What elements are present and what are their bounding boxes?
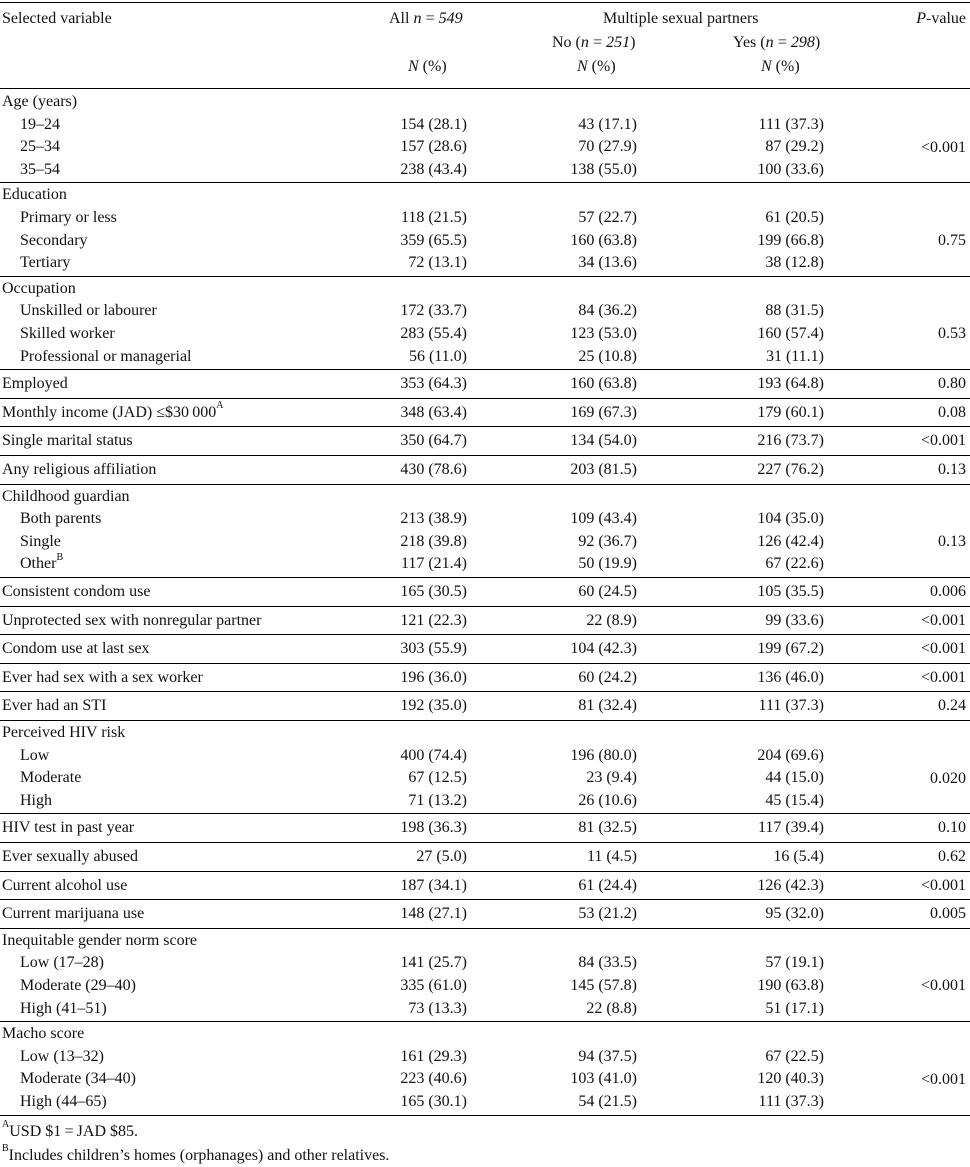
pvalue-row <box>0 768 970 790</box>
cell-pvalue: 0.62 <box>938 848 966 865</box>
table-row <box>0 695 970 717</box>
cell-all: 353 (64.3) <box>400 375 467 393</box>
row-label <box>2 402 223 424</box>
row-rule <box>0 577 970 578</box>
cell-all: 27 (5.0) <box>416 848 467 865</box>
table-row <box>0 638 970 660</box>
cell-pvalue: 0.10 <box>938 819 966 837</box>
table-row <box>0 846 970 868</box>
cell-yes: 95 (32.0) <box>765 905 824 923</box>
header-rule <box>0 88 970 89</box>
cell-yes: 61 (20.5) <box>765 209 824 226</box>
n-italic: N <box>408 58 419 75</box>
header-n-pct-no <box>577 56 616 78</box>
row-label-text: Consistent condom use <box>2 583 151 600</box>
row-sublabel <box>20 252 70 274</box>
cell-no: 26 (10.6) <box>578 791 637 809</box>
cell-yes: 57 (19.1) <box>765 954 824 972</box>
row-sublabel <box>20 553 63 575</box>
cell-all: 187 (34.1) <box>400 876 467 894</box>
pvalue-row <box>0 975 970 997</box>
header-no-n: n = 251 <box>580 34 631 51</box>
row-label <box>2 459 156 481</box>
cell-no: 203 (81.5) <box>570 461 637 478</box>
pvalue-row <box>0 323 970 345</box>
cell-no: 22 (8.9) <box>586 611 637 629</box>
cell-yes: 126 (42.4) <box>757 532 824 550</box>
table-row <box>0 553 970 575</box>
cell-all: 223 (40.6) <box>400 1070 467 1088</box>
cell-all: 348 (63.4) <box>400 403 467 421</box>
cell-no: 60 (24.2) <box>578 668 637 686</box>
row-label-text: Current marijuana use <box>2 905 145 923</box>
cell-all: 73 (13.3) <box>408 999 467 1017</box>
row-rule <box>0 276 970 277</box>
header-no-label: No ( <box>552 34 581 51</box>
row-sublabel <box>20 207 117 229</box>
pvalue-row <box>0 230 970 252</box>
row-rule <box>0 1115 970 1116</box>
table-row <box>0 184 970 206</box>
cell-all: 67 (12.5) <box>408 769 467 787</box>
header-selected-variable: Selected variable <box>2 10 112 27</box>
footnote <box>2 1121 138 1143</box>
row-label-text: Unskilled or labourer <box>20 302 157 320</box>
cell-no: 25 (10.8) <box>578 347 637 365</box>
cell-all: 238 (43.4) <box>400 160 467 178</box>
row-label-text: Single <box>20 532 61 550</box>
row-label-text: High (41–51) <box>20 999 107 1017</box>
header-all-n: n = 549 <box>413 10 463 27</box>
cell-no: 160 (63.8) <box>570 375 637 393</box>
pvalue-row <box>0 137 970 159</box>
row-label-text: Occupation <box>2 279 76 297</box>
header-yes-label: Yes ( <box>733 34 766 51</box>
table-row <box>0 817 970 839</box>
cell-no: 134 (54.0) <box>570 432 637 450</box>
header-pvalue <box>916 8 966 30</box>
row-label-text: Tertiary <box>20 254 71 272</box>
row-sublabel <box>20 1046 104 1068</box>
table-row <box>0 402 970 424</box>
cell-no: 81 (32.5) <box>578 819 637 837</box>
cell-pvalue: <0.001 <box>920 138 966 156</box>
cell-no: 34 (13.6) <box>578 254 637 272</box>
cell-yes: 99 (33.6) <box>765 611 824 629</box>
cell-yes: 44 (15.0) <box>765 769 824 787</box>
cell-all: 350 (64.7) <box>400 432 467 450</box>
cell-pvalue: <0.001 <box>920 611 966 629</box>
pct-label: (%) <box>587 58 616 75</box>
row-rule <box>0 455 970 456</box>
header-n-pct-yes <box>761 56 800 78</box>
cell-no: 57 (22.7) <box>578 209 637 226</box>
row-rule <box>0 398 970 399</box>
cell-no: 196 (80.0) <box>570 746 637 764</box>
row-label-text: 25–34 <box>20 138 60 156</box>
row-label-text: Low (13–32) <box>20 1047 104 1065</box>
row-label-text: Inequitable gender norm score <box>2 931 198 949</box>
cell-no: 103 (41.0) <box>570 1070 637 1088</box>
row-label-text: Employed <box>2 375 68 393</box>
row-rule <box>0 871 970 872</box>
row-sublabel <box>20 952 104 974</box>
footnote-mark: B <box>2 1143 9 1155</box>
cell-all: 161 (29.3) <box>400 1047 467 1065</box>
row-sublabel <box>20 346 192 368</box>
row-label-text: Education <box>2 186 67 204</box>
row-label <box>2 930 197 952</box>
cell-no: 50 (19.9) <box>578 555 637 573</box>
table-row <box>0 346 970 368</box>
cell-all: 117 (21.4) <box>400 555 467 573</box>
row-label-text: High <box>20 791 52 809</box>
footnote-mark: B <box>56 552 64 564</box>
cell-no: 123 (53.0) <box>570 325 637 342</box>
cell-all: 283 (55.4) <box>400 325 467 342</box>
cell-yes: 117 (39.4) <box>757 819 824 837</box>
table-row <box>0 459 970 481</box>
table-row <box>0 1023 970 1045</box>
row-label <box>2 903 144 925</box>
cell-no: 61 (24.4) <box>578 876 637 894</box>
cell-no: 84 (33.5) <box>578 954 637 972</box>
row-label-text: Single marital status <box>2 432 133 450</box>
pct-label: (%) <box>771 58 800 75</box>
row-label-text: High (44–65) <box>20 1093 107 1110</box>
cell-all: 121 (22.3) <box>400 611 467 629</box>
header-no <box>552 32 635 54</box>
row-label-text: Any religious affiliation <box>2 461 157 478</box>
cell-all: 172 (33.7) <box>400 302 467 320</box>
cell-no: 70 (27.9) <box>578 138 637 156</box>
cell-yes: 199 (66.8) <box>757 231 824 249</box>
top-rule <box>0 2 970 3</box>
table-row <box>0 903 970 925</box>
row-label <box>2 486 130 508</box>
cell-yes: 216 (73.7) <box>757 432 824 450</box>
table-row <box>0 508 970 530</box>
row-label <box>2 1023 84 1045</box>
row-rule <box>0 369 970 370</box>
cell-yes: 45 (15.4) <box>765 791 824 809</box>
cell-no: 92 (36.7) <box>578 532 637 550</box>
pvalue-row <box>0 1069 970 1091</box>
row-label-text: Moderate <box>20 769 82 787</box>
cell-yes: 227 (76.2) <box>757 461 824 478</box>
cell-no: 84 (36.2) <box>578 302 637 320</box>
cell-pvalue: 0.020 <box>930 769 966 787</box>
cell-no: 169 (67.3) <box>570 403 637 421</box>
cell-pvalue: 0.13 <box>938 461 966 478</box>
header-yes-n: n = 298 <box>765 34 815 51</box>
cell-yes: 31 (11.1) <box>765 347 824 365</box>
table-row <box>0 430 970 452</box>
table-row <box>0 373 970 395</box>
table-row <box>0 952 970 974</box>
row-sublabel <box>20 745 49 767</box>
cell-yes: 111 (37.3) <box>758 115 824 133</box>
row-sublabel <box>20 998 107 1020</box>
row-rule <box>0 484 970 485</box>
row-label-text: Moderate (29–40) <box>20 977 136 994</box>
row-label <box>2 667 203 689</box>
cell-yes: 160 (57.4) <box>757 325 824 342</box>
row-label-text: Professional or managerial <box>20 347 192 365</box>
footnote-mark: A <box>2 1119 10 1131</box>
row-label <box>2 91 77 113</box>
row-label-text: Monthly income (JAD) ≤$30 000 <box>2 403 217 421</box>
cell-yes: 193 (64.8) <box>757 375 824 393</box>
cell-no: 43 (17.1) <box>578 115 637 133</box>
table-row <box>0 745 970 767</box>
cell-no: 145 (57.8) <box>570 977 637 994</box>
row-rule <box>0 663 970 664</box>
cell-no: 22 (8.8) <box>586 999 637 1017</box>
cell-no: 94 (37.5) <box>578 1047 637 1065</box>
row-rule <box>0 928 970 929</box>
cell-all: 218 (39.8) <box>400 532 467 550</box>
cell-yes: 199 (67.2) <box>757 640 824 658</box>
row-rule <box>0 691 970 692</box>
header-no-close: ) <box>630 34 636 51</box>
row-label-text: Low (17–28) <box>20 954 104 972</box>
cell-pvalue: 0.80 <box>938 375 966 393</box>
cell-all: 430 (78.6) <box>400 461 467 478</box>
cell-no: 60 (24.5) <box>578 583 637 600</box>
cell-all: 165 (30.1) <box>400 1093 467 1110</box>
row-label-text: Both parents <box>20 510 102 528</box>
table-row <box>0 667 970 689</box>
row-label-text: Age (years) <box>2 93 78 110</box>
row-sublabel <box>20 508 101 530</box>
cell-yes: 67 (22.6) <box>765 555 824 573</box>
table-row <box>0 300 970 322</box>
row-label <box>2 278 76 300</box>
table-row <box>0 159 970 181</box>
row-label <box>2 695 106 717</box>
cell-pvalue: 0.75 <box>938 231 966 249</box>
header-yes <box>733 32 820 54</box>
cell-pvalue: <0.001 <box>920 668 966 686</box>
row-label <box>2 581 150 603</box>
cell-yes: 120 (40.3) <box>757 1070 824 1088</box>
cell-pvalue: <0.001 <box>920 640 966 658</box>
row-label-text: HIV test in past year <box>2 819 135 837</box>
row-label <box>2 817 134 839</box>
cell-yes: 87 (29.2) <box>765 138 824 156</box>
row-sublabel <box>20 159 60 181</box>
header-multiple-partners: Multiple sexual partners <box>603 10 759 27</box>
cell-no: 54 (21.5) <box>578 1093 637 1110</box>
cell-pvalue: <0.001 <box>920 876 966 894</box>
cell-pvalue: 0.13 <box>938 533 966 551</box>
cell-yes: 105 (35.5) <box>757 583 824 600</box>
cell-no: 104 (42.3) <box>570 640 637 658</box>
row-label-text: Condom use at last sex <box>2 640 150 658</box>
cell-all: 141 (25.7) <box>400 954 467 972</box>
row-label <box>2 184 67 206</box>
row-label-text: Secondary <box>20 231 88 249</box>
table-row <box>0 722 970 744</box>
row-label <box>2 846 138 868</box>
table-row <box>0 998 970 1020</box>
cell-yes: 100 (33.6) <box>757 160 824 178</box>
pvalue-row <box>0 531 970 553</box>
table-row <box>0 1046 970 1068</box>
row-rule <box>0 720 970 721</box>
row-label <box>2 722 125 744</box>
table-row <box>0 581 970 603</box>
row-sublabel <box>20 1091 107 1113</box>
row-rule <box>0 426 970 427</box>
cell-all: 192 (35.0) <box>400 697 467 715</box>
cell-all: 72 (13.1) <box>408 254 467 272</box>
row-label-text: 19–24 <box>20 115 60 133</box>
cell-no: 11 (4.5) <box>586 848 637 865</box>
row-label-text: Ever had an STI <box>2 697 107 715</box>
row-rule <box>0 899 970 900</box>
cell-yes: 111 (37.3) <box>758 697 824 715</box>
row-rule <box>0 842 970 843</box>
row-sublabel <box>20 300 157 322</box>
cell-yes: 51 (17.1) <box>765 999 824 1017</box>
cell-all: 148 (27.1) <box>400 905 467 923</box>
header-all-label: All <box>389 10 410 27</box>
table-row <box>0 278 970 300</box>
cell-yes: 204 (69.6) <box>757 746 824 764</box>
footnote-text: Includes children’s homes (orphanages) and other relatives. <box>8 1146 390 1164</box>
cell-all: 400 (74.4) <box>400 746 467 764</box>
table-row <box>0 610 970 632</box>
cell-all: 359 (65.5) <box>400 231 467 249</box>
cell-yes: 136 (46.0) <box>757 668 824 686</box>
cell-all: 165 (30.5) <box>400 583 467 600</box>
row-rule <box>0 634 970 635</box>
header-pvalue-p: P <box>916 10 927 27</box>
cell-all: 71 (13.2) <box>408 791 467 809</box>
row-label-text: Unprotected sex with nonregular partner <box>2 611 262 629</box>
row-rule <box>0 182 970 183</box>
cell-all: 335 (61.0) <box>400 977 467 994</box>
cell-yes: 179 (60.1) <box>757 403 824 421</box>
cell-no: 81 (32.4) <box>578 697 637 715</box>
cell-all: 118 (21.5) <box>400 209 467 226</box>
cell-no: 23 (9.4) <box>586 769 637 787</box>
cell-pvalue: 0.53 <box>938 325 966 343</box>
row-rule <box>0 606 970 607</box>
row-label <box>2 430 133 452</box>
cell-yes: 88 (31.5) <box>765 302 824 320</box>
cell-pvalue: 0.24 <box>938 697 966 715</box>
row-label-text: Ever sexually abused <box>2 848 138 865</box>
cell-all: 303 (55.9) <box>400 640 467 658</box>
cell-no: 160 (63.8) <box>570 231 637 249</box>
row-label <box>2 373 68 395</box>
table-row <box>0 1091 970 1113</box>
cell-all: 213 (38.9) <box>400 510 467 528</box>
cell-all: 56 (11.0) <box>408 347 467 365</box>
table-row <box>0 875 970 897</box>
cell-no: 53 (21.2) <box>578 905 637 923</box>
cell-no: 138 (55.0) <box>570 160 637 178</box>
footnote-mark: A <box>216 400 224 412</box>
row-label-text: 35–54 <box>20 160 60 178</box>
cell-yes: 126 (42.3) <box>757 876 824 894</box>
row-sublabel <box>20 114 60 136</box>
table-row <box>0 486 970 508</box>
row-label <box>2 875 127 897</box>
header-all <box>389 8 463 30</box>
row-label-text: Ever had sex with a sex worker <box>2 668 203 686</box>
n-italic: N <box>577 58 588 75</box>
cell-pvalue: <0.001 <box>920 977 966 995</box>
pct-label: (%) <box>418 58 447 75</box>
row-label-text: Skilled worker <box>20 325 115 342</box>
row-label-text: Low <box>20 746 50 764</box>
row-label-text: Other <box>20 555 57 573</box>
table-row <box>0 790 970 812</box>
cell-pvalue: 0.005 <box>930 905 966 923</box>
cell-all: 196 (36.0) <box>400 668 467 686</box>
row-label-text: Primary or less <box>20 209 117 226</box>
row-label-text: Macho score <box>2 1025 85 1043</box>
row-label-text: Moderate (34–40) <box>20 1070 136 1088</box>
cell-yes: 190 (63.8) <box>757 977 824 994</box>
cell-all: 154 (28.1) <box>400 115 467 133</box>
header-pvalue-rest: -value <box>926 10 966 27</box>
cell-yes: 38 (12.8) <box>765 254 824 272</box>
row-label-text: Perceived HIV risk <box>2 724 126 741</box>
header-n-pct-all <box>408 56 447 78</box>
footnote <box>2 1145 389 1167</box>
table-row <box>0 252 970 274</box>
cell-all: 198 (36.3) <box>400 819 467 837</box>
cell-yes: 16 (5.4) <box>773 848 824 865</box>
row-rule <box>0 813 970 814</box>
cell-yes: 104 (35.0) <box>757 510 824 528</box>
row-label-text: Current alcohol use <box>2 876 128 894</box>
row-label-text: Childhood guardian <box>2 487 130 505</box>
cell-yes: 111 (37.3) <box>758 1093 824 1110</box>
cell-pvalue: 0.006 <box>930 583 966 600</box>
cell-pvalue: <0.001 <box>920 1070 966 1088</box>
row-rule <box>0 1021 970 1022</box>
cell-pvalue: 0.08 <box>938 403 966 421</box>
cell-pvalue: <0.001 <box>920 432 966 450</box>
table-row <box>0 114 970 136</box>
cell-no: 109 (43.4) <box>570 510 637 528</box>
table-row <box>0 930 970 952</box>
table-row <box>0 91 970 113</box>
row-label <box>2 638 150 660</box>
header-yes-close: ) <box>814 34 821 51</box>
cell-all: 157 (28.6) <box>400 138 467 156</box>
cell-yes: 67 (22.5) <box>765 1047 824 1065</box>
footnote-text: USD $1 = JAD $85. <box>9 1122 139 1140</box>
table-row <box>0 207 970 229</box>
row-sublabel <box>20 790 52 812</box>
n-italic: N <box>761 58 772 75</box>
row-label <box>2 610 261 632</box>
